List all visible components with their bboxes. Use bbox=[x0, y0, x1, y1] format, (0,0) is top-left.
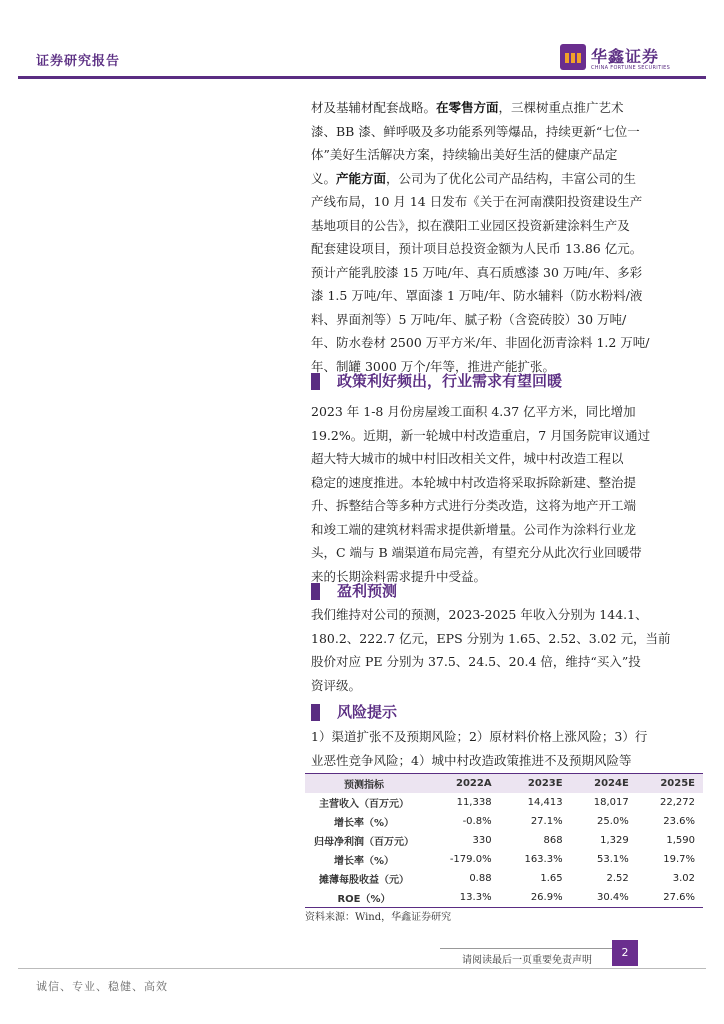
table-cell: 163.3% bbox=[524, 854, 563, 865]
text-line: 我们维持对公司的预测，2023-2025 年收入分别为 144.1、 bbox=[311, 607, 648, 622]
text-line: 180.2、222.7 亿元，EPS 分别为 1.65、2.52、3.02 元，当前 bbox=[311, 630, 671, 646]
table-row bbox=[305, 793, 703, 812]
table-row bbox=[305, 812, 703, 831]
table-cell: 22,272 bbox=[660, 797, 695, 808]
table-cell: -179.0% bbox=[449, 854, 492, 865]
paragraph-policy bbox=[311, 400, 701, 588]
text-line: 产线布局，10 月 14 日发布《关于在河南濮阳投资建设生产 bbox=[311, 194, 643, 209]
forecast-table bbox=[305, 773, 703, 908]
table-cell: 23.6% bbox=[663, 816, 695, 827]
section-marker bbox=[311, 583, 320, 600]
table-cell: 19.7% bbox=[663, 854, 695, 865]
row-label: 主营收入（百万元） bbox=[319, 799, 409, 810]
row-label: 增长率（%） bbox=[333, 818, 395, 829]
text-line: 体”美好生活解决方案，持续输出美好生活的健康产品定 bbox=[311, 147, 618, 162]
header-divider bbox=[18, 76, 706, 79]
text-line: 材及基辅材配套战略。在零售方面，三棵树重点推广艺术 bbox=[311, 100, 624, 115]
table-cell: 26.9% bbox=[500, 888, 571, 908]
table-cell: 1,329 bbox=[600, 835, 629, 846]
table-header-cell: 2023E bbox=[500, 774, 571, 794]
section-marker bbox=[311, 373, 320, 390]
text-line: 义。产能方面，公司为了优化公司产品结构，丰富公司的生 bbox=[311, 170, 637, 186]
table-header-cell: 预测指标 bbox=[305, 774, 423, 794]
section-title: 政策利好频出，行业需求有望回暖 bbox=[337, 372, 563, 390]
table-cell: 25.0% bbox=[597, 816, 629, 827]
paragraph-retail-capacity bbox=[311, 96, 701, 378]
table-cell: 53.1% bbox=[597, 854, 629, 865]
text-line: 1）渠道扩张不及预期风险；2）原材料价格上涨风险；3）行 bbox=[311, 729, 648, 744]
table-cell: 27.1% bbox=[530, 816, 563, 827]
table-cell: 13.3% bbox=[423, 888, 500, 908]
table-row bbox=[305, 831, 703, 850]
table-cell: 868 bbox=[543, 835, 563, 846]
row-label: 摊薄每股收益（元） bbox=[319, 875, 409, 886]
paragraph-forecast bbox=[311, 603, 701, 697]
section-marker bbox=[311, 704, 320, 721]
disclaimer-notice: 请阅读最后一页重要免责声明 bbox=[462, 955, 592, 966]
table-row bbox=[305, 888, 703, 908]
logo-mark-icon bbox=[560, 44, 586, 70]
text-line: 19.2%。近期，新一轮城中村改造重启，7 月国务院审议通过 bbox=[311, 427, 651, 443]
logo-name-cn: 华鑫证券 bbox=[591, 47, 660, 66]
table-header-row bbox=[305, 774, 703, 794]
report-type-label: 证券研究报告 bbox=[36, 54, 121, 69]
table-cell: 14,413 bbox=[527, 797, 563, 808]
section-title: 风险提示 bbox=[337, 703, 398, 721]
table-cell: 330 bbox=[472, 835, 492, 846]
table-cell: 27.6% bbox=[637, 888, 703, 908]
text-line: 和竣工端的建筑材料需求提供新增量。公司作为涂料行业龙 bbox=[311, 521, 637, 537]
table-cell: 1.65 bbox=[540, 873, 563, 884]
page-number: 2 bbox=[612, 940, 638, 966]
text-line: 2023 年 1-8 月份房屋竣工面积 4.37 亿平方米，同比增加 bbox=[311, 404, 636, 419]
row-label: 增长率（%） bbox=[333, 856, 395, 867]
company-logo bbox=[560, 44, 710, 74]
text-line: 来的长期涂料需求提升中受益。 bbox=[311, 568, 487, 584]
table-cell: 18,017 bbox=[593, 797, 629, 808]
text-line: 稳定的速度推进。本轮城中村改造将采取拆除新建、整治提 bbox=[311, 474, 637, 490]
text-line: 超大特大城市的城中村旧改相关文件，城中村改造工程以 bbox=[311, 451, 624, 466]
table-cell: 3.02 bbox=[672, 873, 695, 884]
table-cell: 2.52 bbox=[606, 873, 629, 884]
text-line: 预计产能乳胶漆 15 万吨/年、真石质感漆 30 万吨/年、多彩 bbox=[311, 264, 643, 280]
table-cell: 30.4% bbox=[571, 888, 637, 908]
text-line: 升、拆整结合等多种方式进行分类改造，这将为地产开工端 bbox=[311, 498, 637, 513]
footer-divider bbox=[18, 968, 706, 969]
text-line: 资评级。 bbox=[311, 677, 362, 693]
text-line: 股价对应 PE 分别为 37.5、24.5、20.4 倍，维持“买入”投 bbox=[311, 654, 641, 669]
text-line: 配套建设项目，预计项目总投资金额为人民币 13.86 亿元。 bbox=[311, 241, 643, 256]
row-label: 归母净利润（百万元） bbox=[314, 837, 414, 848]
text-line: 基地项目的公告》，拟在濮阳工业园区投资新建涂料生产及 bbox=[311, 217, 630, 233]
section-title: 盈利预测 bbox=[337, 582, 398, 600]
text-line: 料、界面剂等）5 万吨/年、腻子粉（含瓷砖胶）30 万吨/ bbox=[311, 311, 627, 327]
table-header-cell: 2024E bbox=[571, 774, 637, 794]
table-header-cell: 2022A bbox=[423, 774, 500, 794]
table-cell: 0.88 bbox=[469, 873, 492, 884]
table-cell: 1,590 bbox=[666, 835, 695, 846]
text-line: 漆、BB 漆、鲜呼吸及多功能系列等爆品，持续更新“七位一 bbox=[311, 123, 640, 139]
table-header-cell: 2025E bbox=[637, 774, 703, 794]
text-line: 漆 1.5 万吨/年、罩面漆 1 万吨/年、防水辅料（防水粉料/液 bbox=[311, 288, 643, 303]
table-cell: -0.8% bbox=[462, 816, 492, 827]
logo-name-en: CHINA FORTUNE SECURITIES bbox=[591, 65, 671, 71]
text-line: 头，C 端与 B 端渠道布局完善，有望充分从此次行业回暖带 bbox=[311, 545, 642, 560]
table-cell: 11,338 bbox=[456, 797, 492, 808]
table-source-note: 资料来源：Wind，华鑫证券研究 bbox=[305, 912, 452, 923]
company-motto: 诚信、专业、稳健、高效 bbox=[36, 980, 168, 993]
text-line: 年、防水卷材 2500 万平方米/年、非固化沥青涂料 1.2 万吨/ bbox=[311, 335, 650, 350]
paragraph-risk bbox=[311, 725, 701, 772]
text-line: 业恶性竞争风险；4）城中村改造政策推进不及预期风险等 bbox=[311, 752, 632, 768]
disclaimer-underline bbox=[440, 948, 614, 949]
table-row bbox=[305, 850, 703, 869]
table-row bbox=[305, 869, 703, 888]
text-line: 年、制罐 3000 万个/年等，推进产能扩张。 bbox=[311, 358, 555, 374]
row-label: ROE（%） bbox=[305, 888, 423, 908]
